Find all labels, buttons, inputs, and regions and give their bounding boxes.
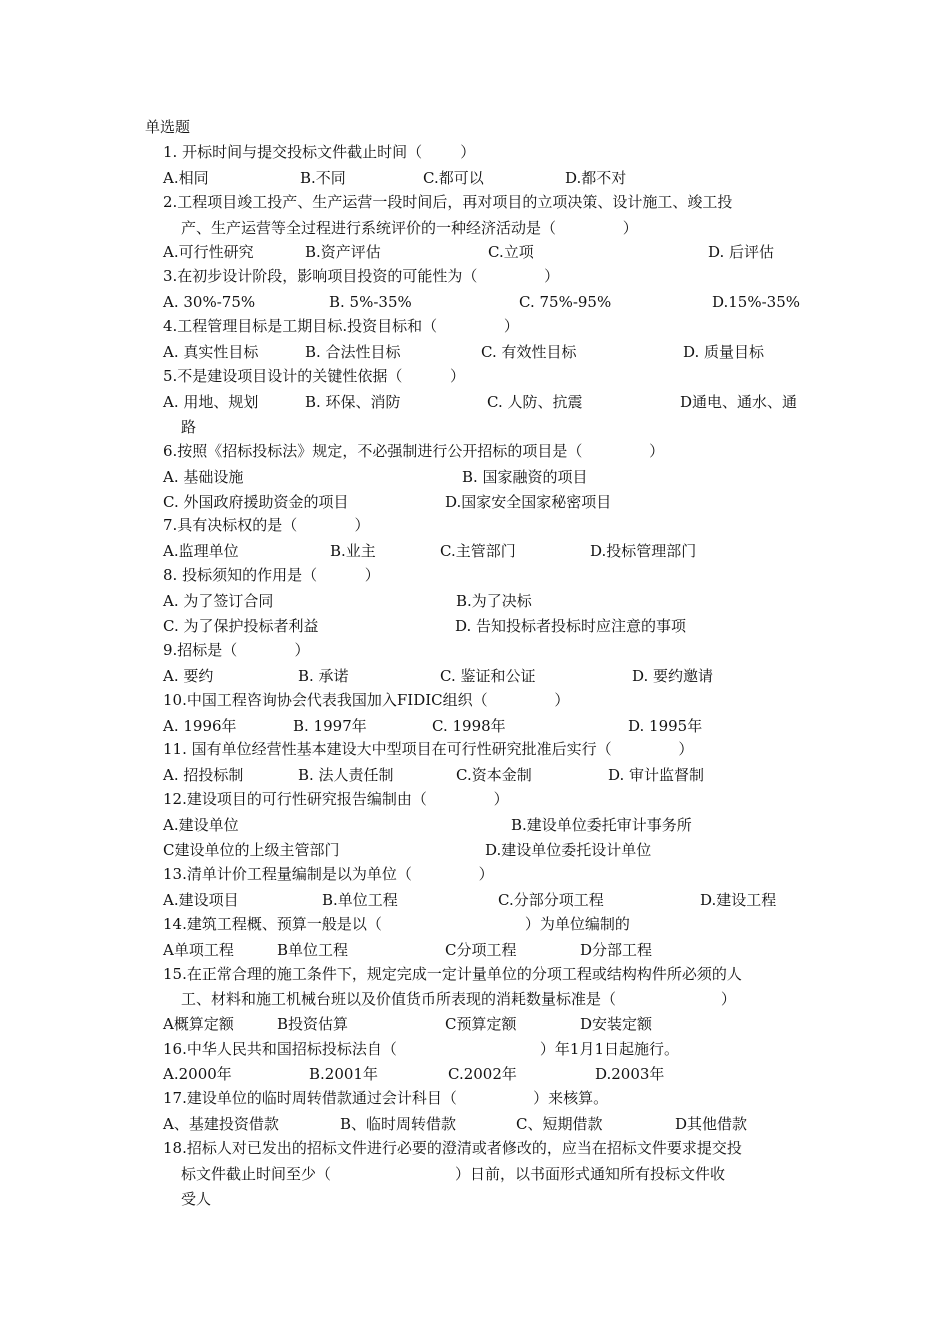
question-text: 15.在正常合理的施工条件下，规定完成一定计量单位的分项工程或结构构件所必须的人 bbox=[163, 965, 742, 983]
answer-option: C.分部分项工程 bbox=[498, 891, 604, 909]
answer-option: A. 真实性目标 bbox=[163, 343, 259, 361]
answer-option: A. 基础设施 bbox=[163, 468, 244, 486]
answer-option: B.2001年 bbox=[309, 1065, 378, 1083]
question-text: 8. 投标须知的作用是（ ） bbox=[163, 566, 380, 584]
question-text: 5.不是建设项目设计的关键性依据（ ） bbox=[163, 367, 465, 385]
answer-option: A.建设单位 bbox=[163, 816, 239, 834]
question-text: 10.中国工程咨询协会代表我国加入FIDIC组织（ ） bbox=[163, 691, 570, 709]
answer-option: B.建设单位委托审计事务所 bbox=[511, 816, 692, 834]
answer-option: D其他借款 bbox=[675, 1115, 748, 1133]
answer-option: A概算定额 bbox=[163, 1015, 234, 1033]
answer-option: D.建设单位委托设计单位 bbox=[485, 841, 652, 859]
question-text: 1. 开标时间与提交投标文件截止时间（ ） bbox=[163, 143, 476, 161]
answer-option: B、临时周转借款 bbox=[340, 1115, 457, 1133]
answer-option: B. 5%-35% bbox=[329, 293, 412, 311]
answer-option: A. 1996年 bbox=[163, 717, 237, 735]
answer-option: A. 用地、规划 bbox=[163, 393, 259, 411]
question-text: 11. 国有单位经营性基本建设大中型项目在可行性研究批准后实行（ ） bbox=[163, 740, 694, 758]
answer-option: C. 外国政府援助资金的项目 bbox=[163, 493, 349, 511]
answer-option: B.业主 bbox=[330, 542, 376, 560]
answer-option: C建设单位的上级主管部门 bbox=[163, 841, 340, 859]
answer-option: A. 30%-75% bbox=[163, 293, 256, 311]
answer-option: D.15%-35% bbox=[712, 293, 801, 311]
answer-option: B投资估算 bbox=[277, 1015, 349, 1033]
answer-option: C. 75%-95% bbox=[519, 293, 612, 311]
answer-option: A.可行性研究 bbox=[163, 243, 254, 261]
answer-option: B. 国家融资的项目 bbox=[462, 468, 588, 486]
answer-option: D. 后评估 bbox=[708, 243, 775, 261]
question-text: 3.在初步设计阶段，影响项目投资的可能性为（ ） bbox=[163, 267, 560, 285]
question-text: 18.招标人对已发出的招标文件进行必要的澄清或者修改的，应当在招标文件要求提交投 bbox=[163, 1139, 742, 1157]
answer-option: A.建设项目 bbox=[163, 891, 239, 909]
answer-option: C. 为了保护投标者利益 bbox=[163, 617, 319, 635]
answer-option: D. 审计监督制 bbox=[608, 766, 705, 784]
answer-option: B单位工程 bbox=[277, 941, 349, 959]
question-text: 2.工程项目竣工投产、生产运营一段时间后，再对项目的立项决策、设计施工、竣工投 bbox=[163, 193, 733, 211]
answer-option: C预算定额 bbox=[445, 1015, 517, 1033]
answer-option: B.单位工程 bbox=[322, 891, 398, 909]
answer-option: C.2002年 bbox=[448, 1065, 517, 1083]
question-text: 9.招标是（ ） bbox=[163, 641, 310, 659]
answer-option: A单项工程 bbox=[163, 941, 234, 959]
question-text: 16.中华人民共和国招标投标法自（ ）年1月1日起施行。 bbox=[163, 1040, 679, 1058]
answer-option: A.相同 bbox=[163, 169, 209, 187]
answer-option: D.国家安全国家秘密项目 bbox=[445, 493, 612, 511]
question-text: 7.具有决标权的是（ ） bbox=[163, 516, 370, 534]
answer-option: D. 要约邀请 bbox=[632, 667, 714, 685]
question-text: 标文件截止时间至少（ ）日前，以书面形式通知所有投标文件收 bbox=[181, 1165, 725, 1183]
question-text: 17.建设单位的临时周转借款通过会计科目（ ）来核算。 bbox=[163, 1089, 609, 1107]
answer-option: C. 有效性目标 bbox=[481, 343, 577, 361]
answer-option: A.2000年 bbox=[163, 1065, 232, 1083]
answer-option: D.投标管理部门 bbox=[590, 542, 697, 560]
question-text: 12.建设项目的可行性研究报告编制由（ ） bbox=[163, 790, 509, 808]
answer-option: C.主管部门 bbox=[440, 542, 516, 560]
answer-option: D分部工程 bbox=[580, 941, 653, 959]
section-heading: 单选题 bbox=[145, 118, 191, 136]
answer-option: A.监理单位 bbox=[163, 542, 239, 560]
answer-option: D. 质量目标 bbox=[683, 343, 765, 361]
question-text: 4.工程管理目标是工期目标.投资目标和（ ） bbox=[163, 317, 519, 335]
answer-option: D.2003年 bbox=[595, 1065, 665, 1083]
answer-option: C、短期借款 bbox=[516, 1115, 603, 1133]
answer-option: B. 环保、消防 bbox=[305, 393, 401, 411]
question-text: 13.清单计价工程量编制是以为单位（ ） bbox=[163, 865, 494, 883]
question-text: 受人 bbox=[181, 1190, 212, 1208]
answer-option: C分项工程 bbox=[445, 941, 517, 959]
answer-option: D. 1995年 bbox=[628, 717, 703, 735]
answer-option: B.不同 bbox=[300, 169, 346, 187]
answer-option: B. 1997年 bbox=[293, 717, 367, 735]
answer-option: C. 1998年 bbox=[432, 717, 506, 735]
question-text: 6.按照《招标投标法》规定，不必强制进行公开招标的项目是（ ） bbox=[163, 442, 665, 460]
question-text: 产、生产运营等全过程进行系统评价的一种经济活动是（ ） bbox=[181, 219, 638, 237]
option-continuation: 路 bbox=[181, 418, 197, 436]
answer-option: C.立项 bbox=[488, 243, 534, 261]
question-text: 14.建筑工程概、预算一般是以（ ）为单位编制的 bbox=[163, 915, 630, 933]
answer-option: C.都可以 bbox=[423, 169, 484, 187]
answer-option: C. 鉴证和公证 bbox=[440, 667, 536, 685]
answer-option: B. 承诺 bbox=[298, 667, 349, 685]
answer-option: B.资产评估 bbox=[305, 243, 381, 261]
answer-option: D.建设工程 bbox=[700, 891, 777, 909]
answer-option: A、基建投资借款 bbox=[163, 1115, 279, 1133]
answer-option: C.资本金制 bbox=[456, 766, 532, 784]
answer-option: D.都不对 bbox=[565, 169, 627, 187]
answer-option: D. 告知投标者投标时应注意的事项 bbox=[455, 617, 687, 635]
answer-option: D通电、通水、通 bbox=[680, 393, 798, 411]
answer-option: B.为了决标 bbox=[456, 592, 532, 610]
answer-option: B. 法人责任制 bbox=[298, 766, 394, 784]
answer-option: D安装定额 bbox=[580, 1015, 653, 1033]
answer-option: A. 招投标制 bbox=[163, 766, 244, 784]
question-text: 工、材料和施工机械台班以及价值货币所表现的消耗数量标准是（ ） bbox=[181, 990, 736, 1008]
answer-option: B. 合法性目标 bbox=[305, 343, 401, 361]
answer-option: C. 人防、抗震 bbox=[487, 393, 583, 411]
answer-option: A. 要约 bbox=[163, 667, 214, 685]
answer-option: A. 为了签订合同 bbox=[163, 592, 274, 610]
